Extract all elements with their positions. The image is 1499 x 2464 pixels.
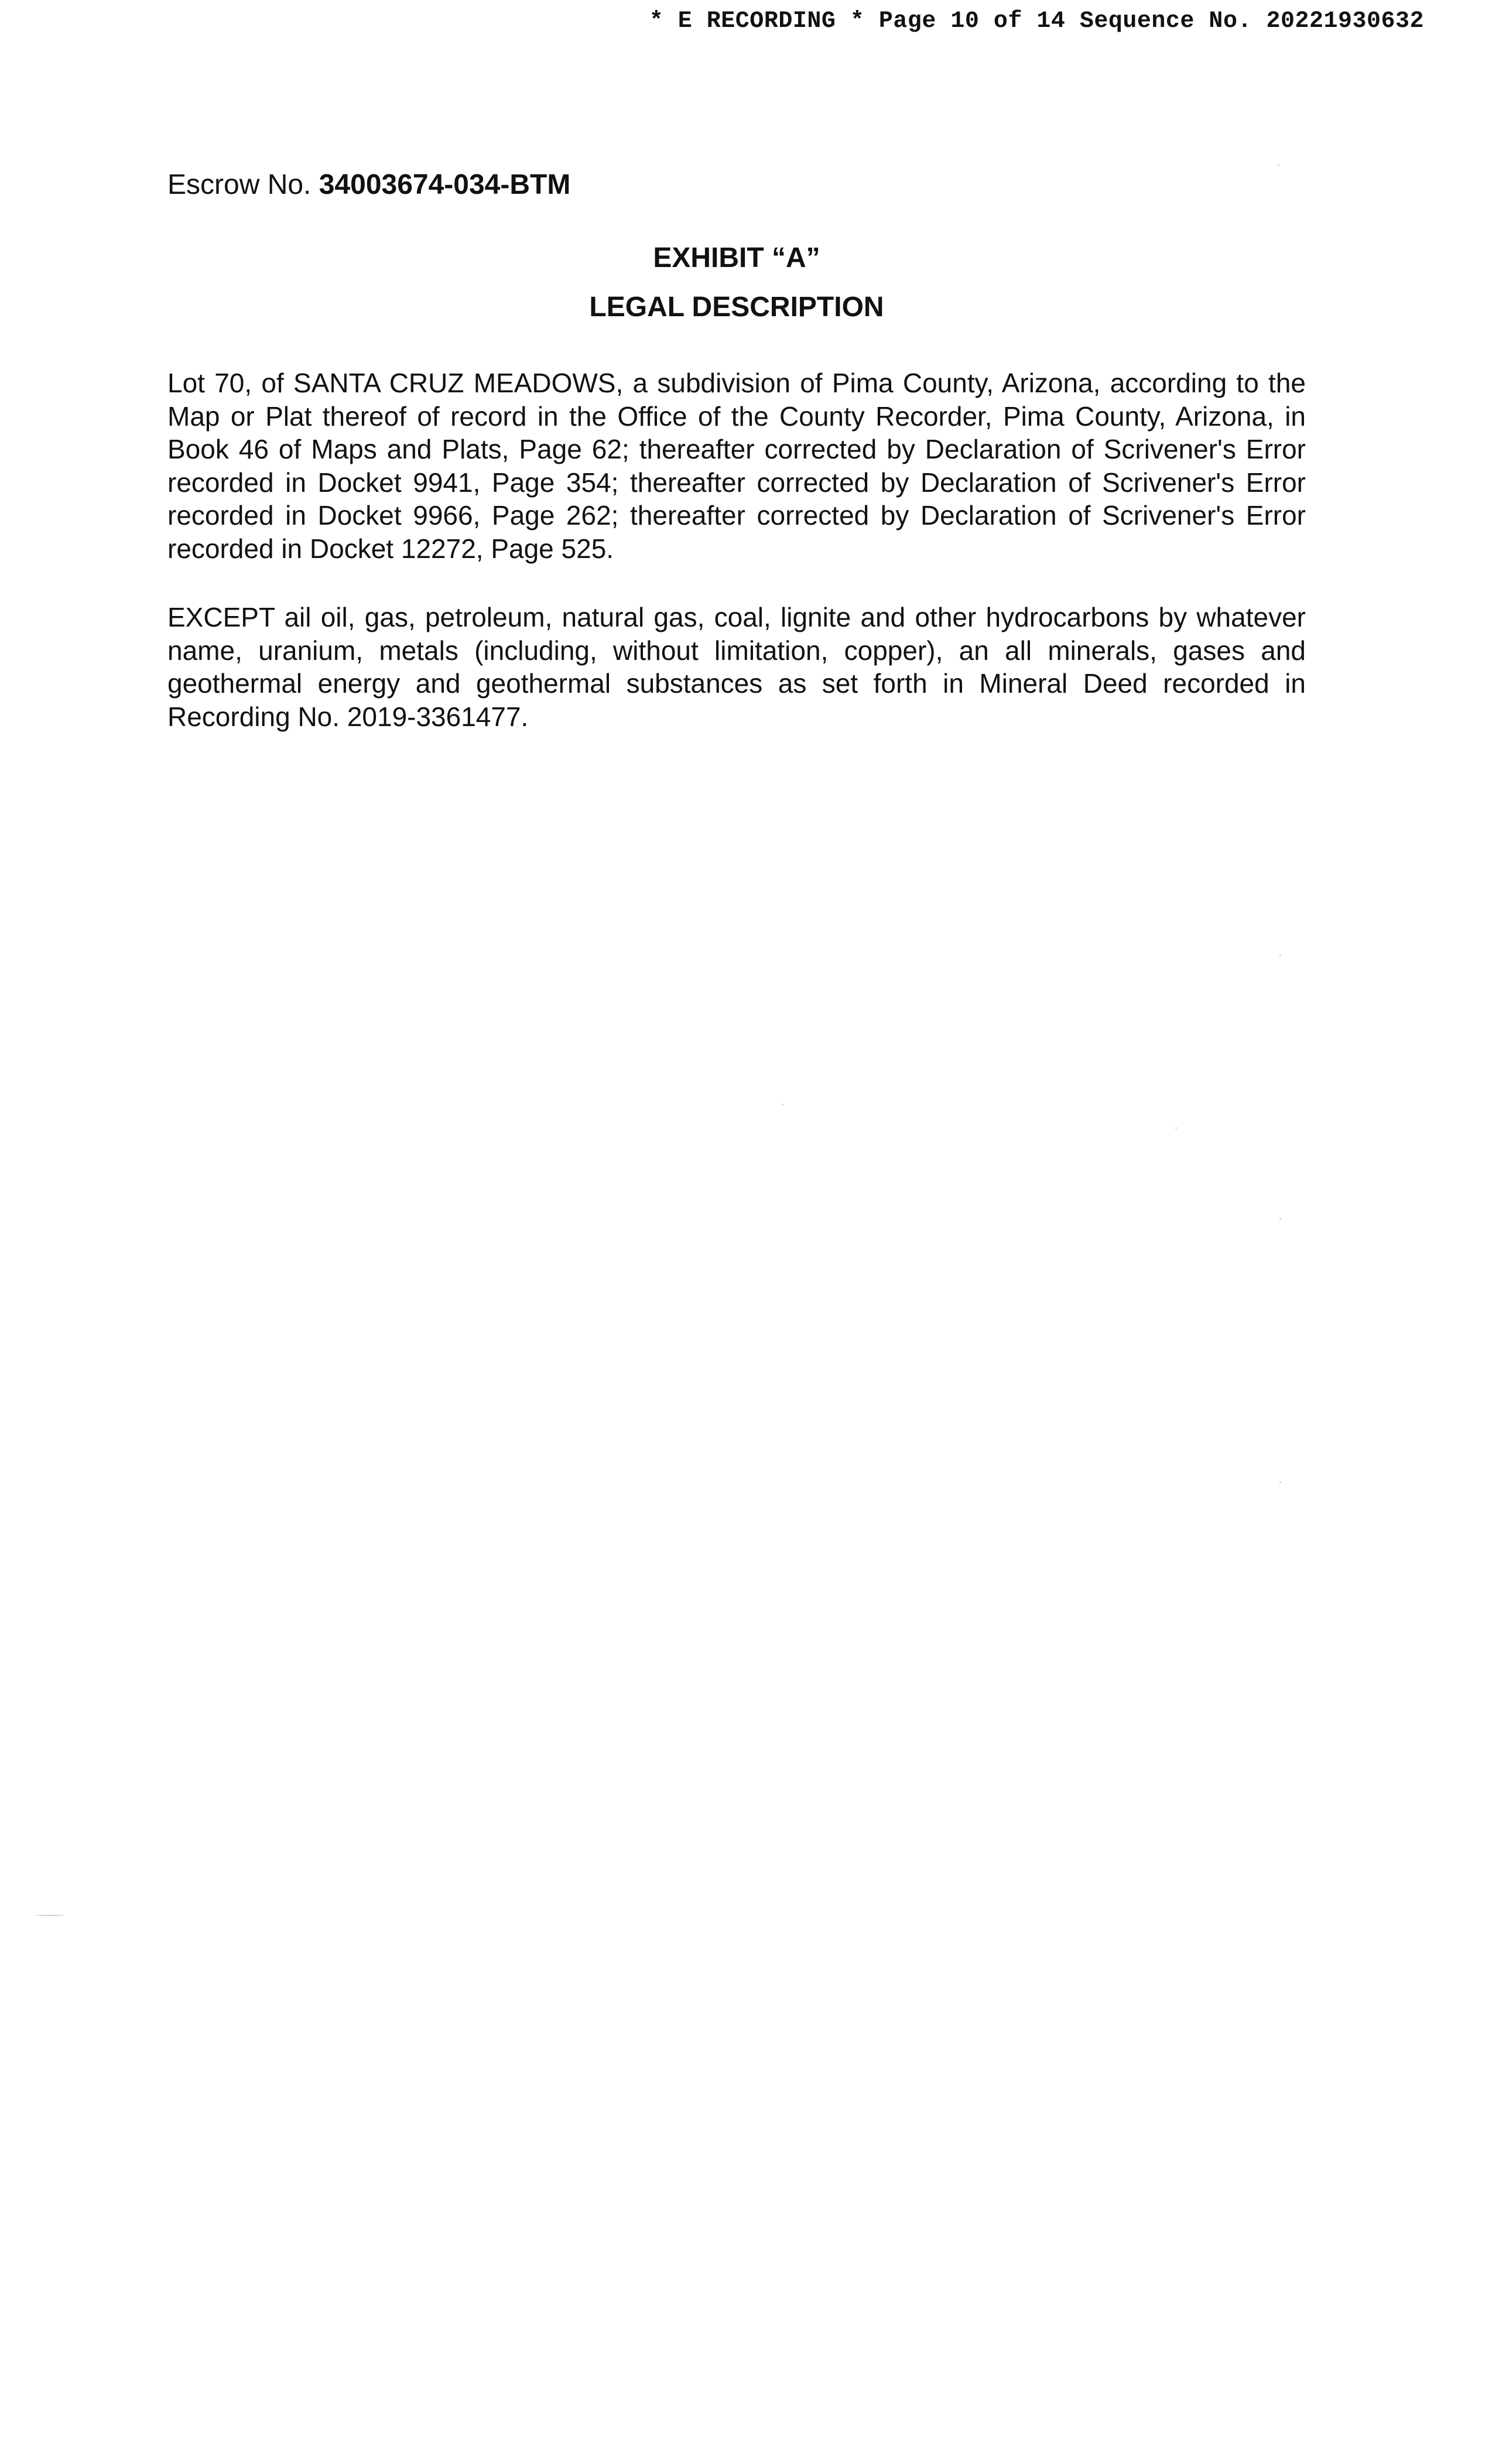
scan-speck: [782, 1104, 783, 1106]
escrow-label: Escrow No.: [167, 169, 319, 200]
escrow-line: [167, 169, 570, 201]
escrow-number: 34003674-034-BTM: [319, 169, 571, 200]
scan-speck: [1175, 1127, 1177, 1129]
exhibit-title: EXHIBIT “A”: [653, 242, 820, 273]
scan-speck: [1279, 1218, 1281, 1220]
scan-speck: [1278, 165, 1279, 166]
legal-description-paragraph: Lot 70, of SANTA CRUZ MEADOWS, a subdivision of Pima County, Arizona, according to the Map or Plat thereof of record in the Office of the County Recorder, Pima County, Arizona, in Book 46 of Maps and Plats, Page 62; thereafter corrected by Declaration of Scrivener's Error recorded in Docket 9941, Page 354; thereafter corrected by Declaration of Scrivener's Error recorded in Docket 9966, Page 262; thereafter corrected by Declaration of Scrivener's Error recorded in Docket 12272, Page 525.: [167, 368, 1306, 564]
recording-stamp: * E RECORDING * Page 10 of 14 Sequence No. 20221930632: [649, 8, 1424, 35]
scan-speck: [35, 1915, 64, 1916]
mineral-exception-paragraph: EXCEPT ail oil, gas, petroleum, natural gas, coal, lignite and other hydrocarbons by whatever name, uranium, metals (including, without limitation, copper), an all minerals, gases and geothermal energy and geothermal substances as set forth in Mineral Deed recorded in Recording No. 2019-3361477.: [167, 602, 1306, 732]
scan-speck: [1279, 1481, 1281, 1483]
scan-speck: [1279, 954, 1281, 956]
legal-description-heading: LEGAL DESCRIPTION: [589, 292, 884, 323]
